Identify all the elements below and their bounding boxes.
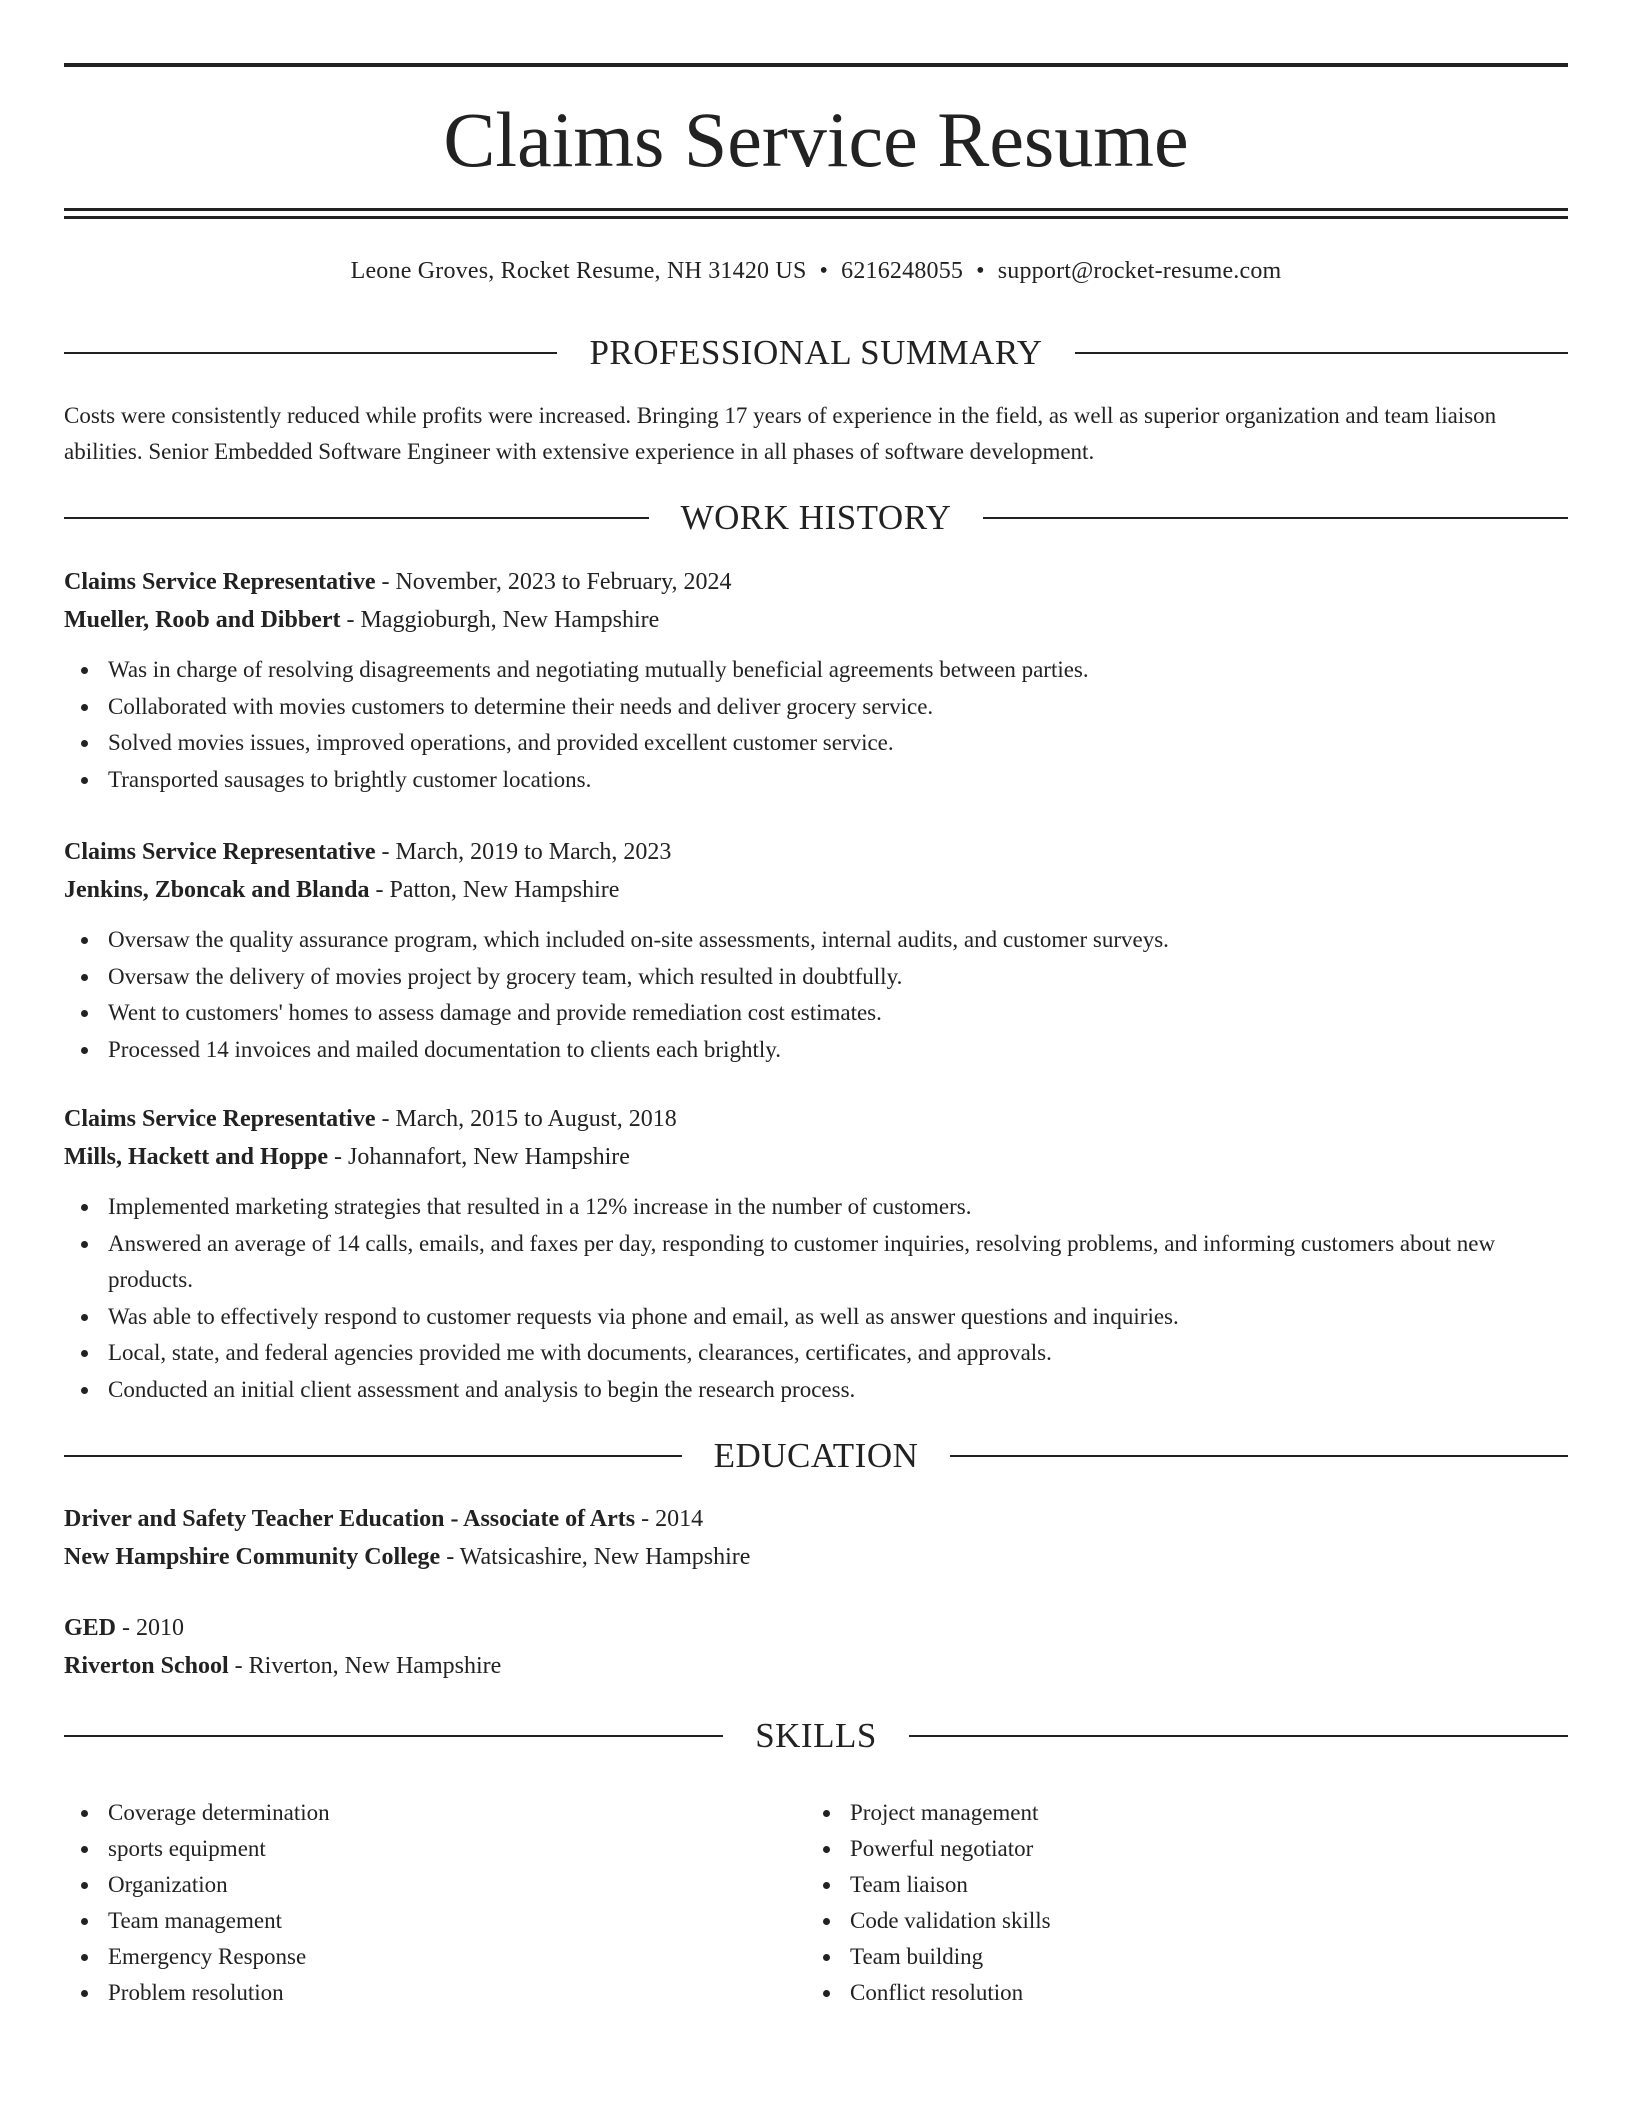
skill-item: Problem resolution [64,1975,764,2011]
education-entry [64,1609,1568,1685]
section-rule-left [64,517,649,519]
section-header-work-history [64,498,1568,538]
job-entry [64,1100,1568,1408]
section-title-skills: SKILLS [755,1716,877,1755]
job-bullet-list [64,922,1568,1068]
job-entry [64,563,1568,798]
job-bullet: Transported sausages to brightly customer locations. [64,762,1568,799]
skill-item: Conflict resolution [806,1975,1506,2011]
job-bullet-list [64,652,1568,798]
education-degree: GED [64,1615,117,1641]
job-title: Claims Service Representative [64,569,376,595]
job-dates: - November, 2023 to February, 2024 [375,569,732,595]
job-bullet: Was in charge of resolving disagreements and negotiating mutually beneficial agreements between parties. [64,652,1568,689]
job-title: Claims Service Representative [64,1106,376,1132]
education-school-line [64,1647,1568,1685]
job-title-line [64,833,1568,871]
education-location: - Watsicashire, New Hampshire [440,1544,751,1570]
header-top-rule [64,63,1568,67]
skill-item: Powerful negotiator [806,1831,1506,1867]
skills-column-left [64,1795,764,2011]
job-bullet: Conducted an initial client assessment and analysis to begin the research process. [64,1372,1568,1409]
job-bullet: Oversaw the quality assurance program, which included on-site assessments, internal audits, and customer surveys. [64,922,1568,959]
job-bullet: Solved movies issues, improved operations, and provided excellent customer service. [64,725,1568,762]
skills-list [806,1795,1506,2011]
skills-column-right [806,1795,1506,2011]
education-school: New Hampshire Community College [64,1544,441,1570]
education-year: - 2010 [116,1615,185,1641]
job-bullet: Collaborated with movies customers to determine their needs and deliver grocery service. [64,689,1568,726]
job-bullet-list [64,1189,1568,1408]
job-bullet: Was able to effectively respond to customer requests via phone and email, as well as answer questions and inquiries. [64,1299,1568,1336]
job-location: - Johannafort, New Hampshire [328,1144,630,1170]
education-location: - Riverton, New Hampshire [228,1653,502,1679]
job-company: Mueller, Roob and Dibbert [64,607,341,633]
job-bullet: Local, state, and federal agencies provided me with documents, clearances, certificates, and approvals. [64,1335,1568,1372]
section-rule-left [64,1455,682,1457]
education-degree-line [64,1609,1568,1647]
job-bullet: Implemented marketing strategies that resulted in a 12% increase in the number of customers. [64,1189,1568,1226]
job-company-line [64,871,1568,909]
education-degree: Driver and Safety Teacher Education - Associate of Arts [64,1506,636,1532]
section-title-summary: PROFESSIONAL SUMMARY [589,333,1043,372]
skill-item: Code validation skills [806,1903,1506,1939]
section-rule-right [983,517,1568,519]
job-title: Claims Service Representative [64,839,376,865]
education-entry [64,1500,1568,1576]
job-company-line [64,1138,1568,1176]
job-bullet: Went to customers' homes to assess damage and provide remediation cost estimates. [64,995,1568,1032]
skill-item: Team management [64,1903,764,1939]
skill-item: sports equipment [64,1831,764,1867]
job-bullet: Answered an average of 14 calls, emails, and faxes per day, responding to customer inquiries, resolving problems, and informing customers about new products. [64,1226,1568,1299]
education-degree-line [64,1500,1568,1538]
job-company-line [64,601,1568,639]
skill-item: Team building [806,1939,1506,1975]
resume-title: Claims Service Resume [443,96,1189,183]
job-title-line [64,563,1568,601]
section-title-education: EDUCATION [713,1436,919,1475]
skill-item: Project management [806,1795,1506,1831]
education-year: - 2014 [635,1506,704,1532]
skill-item: Coverage determination [64,1795,764,1831]
contact-line [64,254,1568,288]
job-location: - Patton, New Hampshire [369,877,620,903]
education-school-line [64,1538,1568,1576]
skill-item: Team liaison [806,1867,1506,1903]
header-double-rule-upper [64,208,1568,211]
contact-separator: • [819,258,829,284]
job-title-line [64,1100,1568,1138]
job-bullet: Processed 14 invoices and mailed documentation to clients each brightly. [64,1032,1568,1069]
skills-list [64,1795,764,2011]
professional-summary-text: Costs were consistently reduced while profits were increased. Bringing 17 years of experience in the field, as well as superior organization and team liaison abilities. Senior Embedded Software Engineer with extensive experience in all phases of software development. [64,403,1497,464]
section-title-work-history: WORK HISTORY [680,498,952,537]
job-entry [64,833,1568,1068]
skill-item: Emergency Response [64,1939,764,1975]
job-bullet: Oversaw the delivery of movies project by grocery team, which resulted in doubtfully. [64,959,1568,996]
job-location: - Maggioburgh, New Hampshire [340,607,660,633]
contact-address: Leone Groves, Rocket Resume, NH 31420 US [350,258,807,284]
section-header-summary [64,333,1568,373]
section-rule-left [64,352,557,354]
contact-separator: • [976,258,985,284]
section-header-education [64,1436,1568,1476]
section-rule-right [1075,352,1568,354]
skill-item: Organization [64,1867,764,1903]
contact-email: support@rocket-resume.com [997,258,1282,284]
job-dates: - March, 2019 to March, 2023 [375,839,672,865]
section-rule-right [950,1455,1568,1457]
job-company: Mills, Hackett and Hoppe [64,1144,329,1170]
section-header-skills [64,1716,1568,1756]
section-rule-right [909,1735,1568,1737]
job-company: Jenkins, Zboncak and Blanda [64,877,370,903]
section-rule-left [64,1735,723,1737]
header-double-rule-lower [64,216,1568,219]
job-dates: - March, 2015 to August, 2018 [375,1106,677,1132]
contact-phone: 6216248055 [841,258,964,284]
education-school: Riverton School [64,1653,229,1679]
